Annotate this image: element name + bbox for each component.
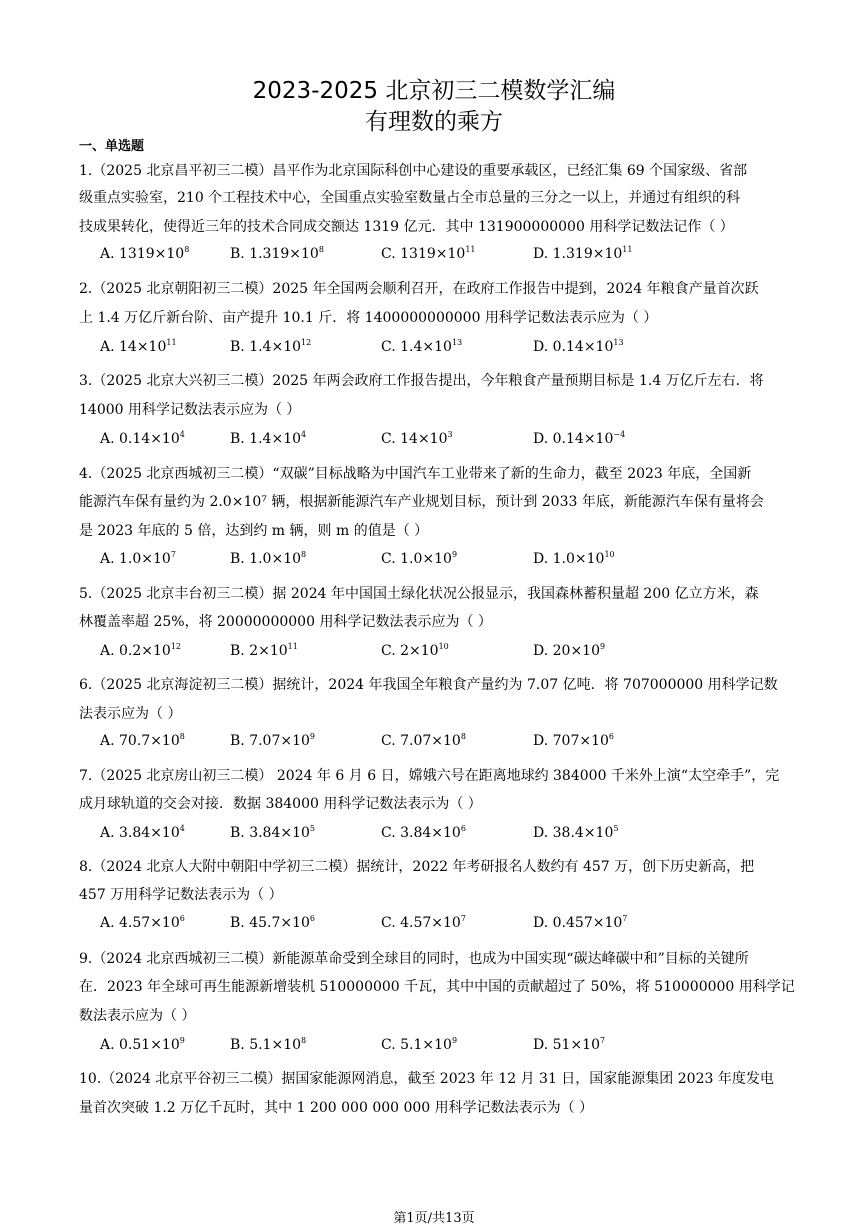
- option-b[interactable]: [230, 825, 315, 841]
- option-base: 5.1×10: [249, 1037, 302, 1053]
- question-1-line-2: 级重点实验室，210 个工程技术中心，全国重点实验室数量占全市总量的三分之一以上，并通过有组织的科: [79, 190, 741, 206]
- option-base: 14×10: [119, 339, 167, 355]
- option-label: D.: [533, 643, 553, 659]
- option-base: 5.1×10: [400, 1037, 452, 1053]
- option-base: 51×10: [552, 1037, 600, 1053]
- document-title: 2023-2025 北京初三二模数学汇编: [252, 78, 616, 104]
- option-exponent: 8: [301, 550, 307, 559]
- option-label: C.: [381, 643, 401, 659]
- option-label: B.: [230, 246, 250, 262]
- option-c[interactable]: [381, 825, 466, 841]
- question-3-line-1: 3.（2025 北京大兴初三二模）2025 年两会政府工作报告提出，今年粮食产量预期目标是 1.4 万亿斤左右．将: [79, 373, 764, 389]
- option-base: 3.84×10: [249, 825, 310, 841]
- option-a[interactable]: [100, 431, 185, 447]
- option-exponent: −4: [613, 430, 626, 439]
- question-1-line-3: 技成果转化，使得近三年的技术合同成交额达 1319 亿元．其中 131900000000 用科学记数法记作（ ）: [79, 219, 734, 235]
- option-label: A.: [100, 551, 120, 567]
- option-base: 1.4×10: [249, 339, 302, 355]
- option-label: D.: [533, 733, 553, 749]
- option-exponent: 8: [460, 732, 466, 741]
- option-label: D.: [533, 246, 553, 262]
- option-label: D.: [533, 1037, 553, 1053]
- option-d[interactable]: [533, 1037, 605, 1053]
- option-b[interactable]: [230, 246, 324, 262]
- option-exponent: 8: [184, 245, 190, 254]
- option-base: 7.07×10: [249, 733, 310, 749]
- option-label: A.: [100, 643, 120, 659]
- option-base: 2×10: [400, 643, 439, 659]
- option-base: 45.7×10: [249, 915, 310, 931]
- question-10-line-2: 量首次突破 1.2 万亿千瓦时，其中 1 200 000 000 000 用科学记数法表示为（ ）: [79, 1100, 594, 1116]
- option-label: B.: [230, 339, 250, 355]
- option-exponent: 9: [451, 550, 458, 559]
- option-exponent: 10: [604, 550, 615, 559]
- question-2-line-2: 上 1.4 万亿斤新台阶、亩产提升 10.1 斤．将 1400000000000 用科学记数法表示应为（ ）: [79, 310, 658, 326]
- option-d[interactable]: [533, 339, 624, 355]
- option-base: 70.7×10: [119, 733, 180, 749]
- option-label: B.: [230, 1037, 250, 1053]
- option-d[interactable]: [533, 431, 625, 447]
- question-6-line-2: 法表示应为（ ）: [79, 706, 182, 722]
- question-5-line-2: 林覆盖率超 25%，将 20000000000 用科学记数法表示应为（ ）: [79, 614, 492, 630]
- option-exponent: 5: [309, 824, 316, 833]
- option-c[interactable]: [381, 733, 466, 749]
- option-d[interactable]: [533, 551, 615, 567]
- option-d[interactable]: [533, 246, 632, 262]
- option-label: C.: [381, 733, 401, 749]
- option-a[interactable]: [100, 915, 185, 931]
- question-9-line-1: 9.（2024 北京西城初三二模）新能源革命受到全球目的同时，也成为中国实现“碳达峰碳中和”目标的关键所: [79, 951, 749, 967]
- option-exponent: 12: [301, 338, 312, 347]
- option-exponent: 4: [301, 430, 307, 439]
- option-label: A.: [100, 825, 120, 841]
- document-subtitle: 有理数的乘方: [365, 109, 503, 135]
- option-exponent: 7: [460, 914, 466, 923]
- option-base: 0.2×10: [119, 643, 171, 659]
- question-3-line-2: 14000 用科学记数法表示应为（ ）: [79, 402, 301, 418]
- option-base: 1.4×10: [400, 339, 452, 355]
- option-c[interactable]: [381, 246, 476, 262]
- option-base: 4.57×10: [400, 915, 461, 931]
- option-exponent: 10: [438, 642, 449, 651]
- option-base: 4.57×10: [119, 915, 180, 931]
- option-exponent: 8: [301, 1036, 307, 1045]
- option-label: C.: [381, 1037, 401, 1053]
- option-exponent: 3: [447, 430, 453, 439]
- question-1-line-1: 1.（2025 北京昌平初三二模）昌平作为北京国际科创中心建设的重要承载区，已经汇集 69 个国家级、省部: [79, 163, 748, 179]
- option-label: C.: [381, 551, 401, 567]
- option-exponent: 6: [309, 914, 316, 923]
- option-d[interactable]: [533, 825, 618, 841]
- option-label: D.: [533, 431, 553, 447]
- option-base: 1.0×10: [400, 551, 452, 567]
- option-a[interactable]: [100, 733, 185, 749]
- option-label: B.: [230, 431, 250, 447]
- option-a[interactable]: [100, 246, 189, 262]
- option-label: C.: [381, 246, 401, 262]
- option-label: B.: [230, 825, 250, 841]
- option-b[interactable]: [230, 915, 315, 931]
- option-label: A.: [100, 339, 120, 355]
- option-exponent: 12: [170, 642, 182, 651]
- option-exponent: 6: [608, 732, 615, 741]
- option-exponent: 9: [179, 1036, 185, 1045]
- option-base: 1.0×10: [552, 551, 605, 567]
- option-label: C.: [381, 915, 401, 931]
- question-4-line-1: 4.（2025 北京西城初三二模）“双碳”目标战略为中国汽车工业带来了新的生命力，截至 2023 年底，全国新: [79, 466, 752, 482]
- page-footer: 第1页/共13页: [393, 1211, 475, 1226]
- option-base: 1.0×10: [119, 551, 171, 567]
- option-label: D.: [533, 339, 553, 355]
- option-c[interactable]: [381, 1037, 457, 1053]
- option-label: A.: [100, 915, 120, 931]
- option-label: D.: [533, 915, 553, 931]
- question-10-line-1: 10.（2024 北京平谷初三二模）据国家能源网消息，截至 2023 年 12 月 31 日，国家能源集团 2023 年度发电: [79, 1071, 774, 1087]
- option-a[interactable]: [100, 339, 177, 355]
- option-exponent: 4: [179, 430, 185, 439]
- option-a[interactable]: [100, 551, 176, 567]
- option-b[interactable]: [230, 431, 306, 447]
- option-b[interactable]: [230, 551, 306, 567]
- option-d[interactable]: [533, 643, 605, 659]
- option-base: 1.319×10: [552, 246, 623, 262]
- option-base: 1319×10: [119, 246, 185, 262]
- question-6-line-1: 6.（2025 北京海淀初三二模）据统计，2024 年我国全年粮食产量约为 7.07 亿吨．将 707000000 用科学记数: [79, 677, 778, 693]
- option-exponent: 6: [460, 824, 466, 833]
- option-label: C.: [381, 431, 401, 447]
- option-a[interactable]: [100, 825, 185, 841]
- option-exponent: 9: [309, 732, 316, 741]
- option-exponent: 8: [318, 245, 324, 254]
- question-8-line-1: 8.（2024 北京人大附中朝阳中学初三二模）据统计，2022 年考研报名人数约有 457 万，创下历史新高，把: [79, 859, 755, 875]
- option-exponent: 11: [287, 642, 298, 651]
- option-exponent: 11: [465, 245, 476, 254]
- option-exponent: 13: [451, 338, 463, 347]
- option-a[interactable]: [100, 643, 181, 659]
- option-label: A.: [100, 246, 120, 262]
- option-b[interactable]: [230, 1037, 306, 1053]
- option-exponent: 7: [170, 550, 176, 559]
- question-8-line-2: 457 万用科学记数法表示为（ ）: [79, 887, 283, 903]
- question-2-line-1: 2.（2025 北京朝阳初三二模）2025 年全国两会顺利召开，在政府工作报告中提到，2024 年粮食产量首次跃: [79, 281, 759, 297]
- option-exponent: 5: [613, 824, 619, 833]
- option-exponent: 9: [600, 642, 606, 651]
- option-base: 14×10: [400, 431, 448, 447]
- option-base: 20×10: [552, 643, 600, 659]
- option-base: 38.4×10: [552, 825, 614, 841]
- question-7-line-2: 成月球轨道的交会对接．数据 384000 用科学记数法表示为（ ）: [79, 796, 482, 812]
- option-d[interactable]: [533, 733, 614, 749]
- option-b[interactable]: [230, 733, 315, 749]
- option-label: C.: [381, 825, 401, 841]
- option-label: A.: [100, 733, 120, 749]
- option-label: D.: [533, 551, 553, 567]
- option-exponent: 9: [451, 1036, 458, 1045]
- option-label: C.: [381, 339, 401, 355]
- option-base: 1319×10: [400, 246, 466, 262]
- option-base: 3.84×10: [119, 825, 180, 841]
- section-heading: 一、单选题: [79, 139, 145, 154]
- option-a[interactable]: [100, 1037, 185, 1053]
- question-4-line-3: 是 2023 年底的 5 倍，达到约 m 辆，则 m 的值是（ ）: [79, 523, 429, 539]
- option-label: A.: [100, 1037, 120, 1053]
- option-b[interactable]: [230, 339, 311, 355]
- option-base: 2×10: [249, 643, 288, 659]
- option-base: 0.14×10: [552, 431, 614, 447]
- question-4-line-2: 能源汽车保有量约为 2.0×10⁷ 辆，根据新能源汽车产业规划目标，预计到 2033 年底，新能源汽车保有量将会: [79, 494, 764, 510]
- option-base: 3.84×10: [400, 825, 461, 841]
- question-7-line-1: 7.（2025 北京房山初三二模） 2024 年 6 月 6 日，嫦娥六号在距离地球约 384000 千米外上演“太空牵手”，完: [79, 768, 780, 784]
- option-base: 7.07×10: [400, 733, 461, 749]
- option-exponent: 7: [600, 1036, 606, 1045]
- option-base: 0.51×10: [119, 1037, 180, 1053]
- option-base: 0.457×10: [552, 915, 623, 931]
- question-9-line-3: 数法表示应为（ ）: [79, 1008, 196, 1024]
- option-base: 1.319×10: [249, 246, 319, 262]
- option-base: 707×10: [552, 733, 609, 749]
- option-exponent: 11: [622, 245, 633, 254]
- option-exponent: 8: [179, 732, 185, 741]
- option-c[interactable]: [381, 431, 453, 447]
- option-base: 0.14×10: [552, 339, 614, 355]
- option-label: B.: [230, 733, 250, 749]
- option-c[interactable]: [381, 339, 462, 355]
- option-base: 1.0×10: [249, 551, 302, 567]
- question-9-line-2: 在．2023 年全球可再生能源新增装机 510000000 千瓦，其中中国的贡献超过了 50%，将 510000000 用科学记: [79, 979, 795, 995]
- option-exponent: 7: [622, 914, 628, 923]
- option-exponent: 13: [613, 338, 624, 347]
- option-exponent: 6: [179, 914, 185, 923]
- option-base: 1.4×10: [249, 431, 302, 447]
- option-c[interactable]: [381, 915, 466, 931]
- option-c[interactable]: [381, 643, 449, 659]
- option-exponent: 11: [166, 338, 177, 347]
- option-b[interactable]: [230, 643, 298, 659]
- option-label: B.: [230, 551, 250, 567]
- question-5-line-1: 5.（2025 北京丰台初三二模）据 2024 年中国国土绿化状况公报显示，我国森林蓄积量超 200 亿立方米，森: [79, 586, 759, 602]
- option-exponent: 4: [179, 824, 185, 833]
- option-label: B.: [230, 643, 250, 659]
- option-label: D.: [533, 825, 553, 841]
- option-label: A.: [100, 431, 120, 447]
- option-c[interactable]: [381, 551, 457, 567]
- option-base: 0.14×10: [119, 431, 180, 447]
- option-d[interactable]: [533, 915, 627, 931]
- option-label: B.: [230, 915, 250, 931]
